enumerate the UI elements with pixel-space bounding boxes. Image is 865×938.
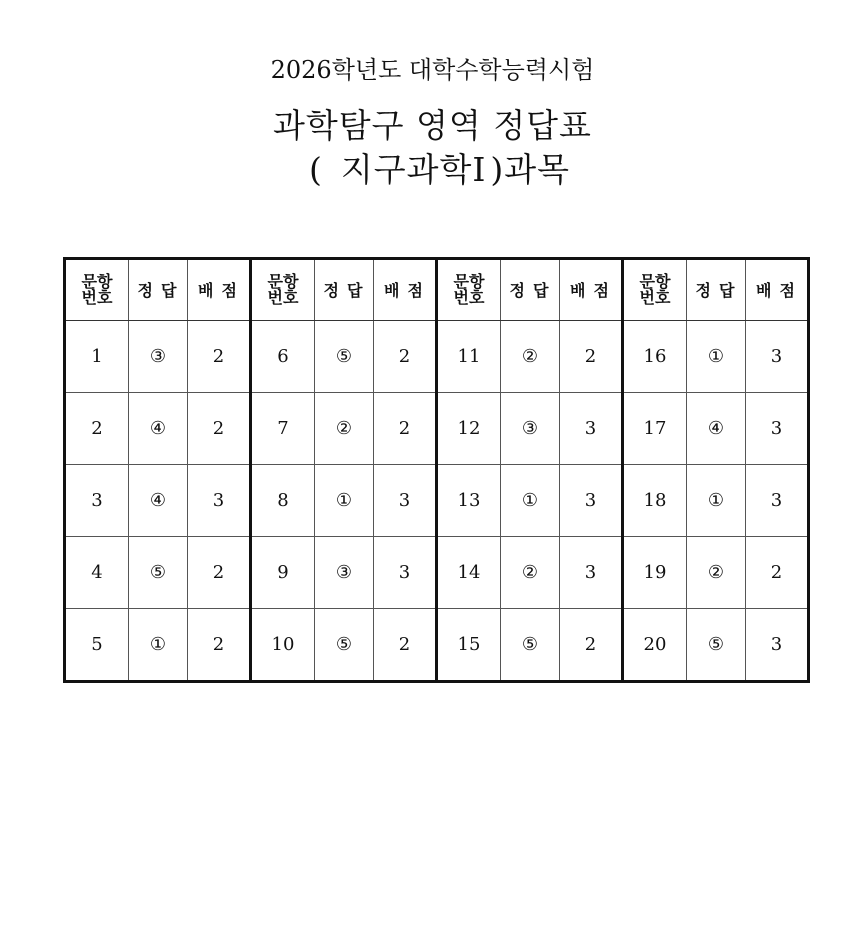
header-number-line1: 문항	[81, 272, 113, 291]
header-number-line1: 문항	[267, 272, 299, 291]
correct-answer: ②	[501, 321, 560, 393]
question-number: 20	[623, 609, 687, 682]
header-question-number	[623, 259, 687, 321]
header-points	[188, 259, 251, 321]
correct-answer: ④	[687, 393, 746, 465]
correct-answer: ①	[687, 321, 746, 393]
header-question-number	[437, 259, 501, 321]
header-answer-label: 정답	[509, 280, 557, 300]
correct-answer: ②	[315, 393, 374, 465]
correct-answer: ⑤	[315, 321, 374, 393]
question-number: 11	[437, 321, 501, 393]
point-value: 3	[746, 465, 809, 537]
question-number: 2	[65, 393, 129, 465]
header-number-line2: 번호	[267, 288, 299, 307]
point-value: 2	[188, 609, 251, 682]
point-value: 3	[560, 393, 623, 465]
header-points-label: 배점	[384, 280, 431, 300]
point-value: 2	[188, 393, 251, 465]
header-answer-label: 정답	[137, 280, 185, 300]
header-question-number	[65, 259, 129, 321]
point-value: 3	[188, 465, 251, 537]
header-number-line1: 문항	[639, 272, 671, 291]
question-number: 15	[437, 609, 501, 682]
correct-answer: ④	[129, 465, 188, 537]
correct-answer: ⑤	[501, 609, 560, 682]
point-value: 2	[188, 321, 251, 393]
point-value: 3	[560, 537, 623, 609]
question-number: 13	[437, 465, 501, 537]
question-number: 16	[623, 321, 687, 393]
question-number: 3	[65, 465, 129, 537]
question-number: 10	[251, 609, 315, 682]
page-title: 과학탐구 영역 정답표	[273, 106, 592, 145]
correct-answer: ②	[687, 537, 746, 609]
exam-subtitle: 2026학년도 대학수학능력시험	[270, 56, 595, 84]
question-number: 17	[623, 393, 687, 465]
header-answer	[501, 259, 560, 321]
correct-answer: ③	[315, 537, 374, 609]
header-answer-label: 정답	[695, 280, 743, 300]
subject-close-label: )과목	[490, 150, 571, 189]
correct-answer: ①	[315, 465, 374, 537]
table-row	[65, 609, 809, 682]
document-header	[0, 50, 865, 192]
answer-key-table	[63, 257, 810, 683]
header-answer	[315, 259, 374, 321]
point-value: 3	[374, 537, 437, 609]
header-points-label: 배점	[570, 280, 617, 300]
subject-name: 지구과학Ⅰ	[340, 150, 487, 189]
point-value: 3	[560, 465, 623, 537]
correct-answer: ⑤	[315, 609, 374, 682]
header-number-line2: 번호	[639, 288, 671, 307]
header-row	[65, 259, 809, 321]
correct-answer: ③	[129, 321, 188, 393]
point-value: 3	[746, 609, 809, 682]
header-points-label: 배점	[198, 280, 245, 300]
question-number: 14	[437, 537, 501, 609]
correct-answer: ②	[501, 537, 560, 609]
question-number: 4	[65, 537, 129, 609]
question-number: 8	[251, 465, 315, 537]
subject-line	[0, 148, 865, 192]
question-number: 7	[251, 393, 315, 465]
point-value: 2	[188, 537, 251, 609]
header-number-line2: 번호	[81, 288, 113, 307]
header-answer-label: 정답	[323, 280, 371, 300]
correct-answer: ③	[501, 393, 560, 465]
header-points	[374, 259, 437, 321]
table-row	[65, 393, 809, 465]
point-value: 3	[746, 393, 809, 465]
question-number: 18	[623, 465, 687, 537]
question-number: 6	[251, 321, 315, 393]
header-question-number	[251, 259, 315, 321]
point-value: 2	[560, 609, 623, 682]
header-points	[746, 259, 809, 321]
correct-answer: ①	[129, 609, 188, 682]
header-number-line2: 번호	[453, 288, 485, 307]
question-number: 1	[65, 321, 129, 393]
header-number-line1: 문항	[453, 272, 485, 291]
table-row	[65, 465, 809, 537]
header-points-label: 배점	[756, 280, 803, 300]
header-answer	[129, 259, 188, 321]
point-value: 2	[374, 393, 437, 465]
question-number: 9	[251, 537, 315, 609]
question-number: 19	[623, 537, 687, 609]
correct-answer: ⑤	[129, 537, 188, 609]
question-number: 5	[65, 609, 129, 682]
header-answer	[687, 259, 746, 321]
point-value: 2	[374, 321, 437, 393]
point-value: 3	[746, 321, 809, 393]
subject-open-paren: (	[308, 150, 323, 189]
table-row	[65, 321, 809, 393]
correct-answer: ⑤	[687, 609, 746, 682]
point-value: 3	[374, 465, 437, 537]
question-number: 12	[437, 393, 501, 465]
header-points	[560, 259, 623, 321]
correct-answer: ④	[129, 393, 188, 465]
correct-answer: ①	[501, 465, 560, 537]
point-value: 2	[374, 609, 437, 682]
point-value: 2	[560, 321, 623, 393]
table-row	[65, 537, 809, 609]
correct-answer: ①	[687, 465, 746, 537]
point-value: 2	[746, 537, 809, 609]
